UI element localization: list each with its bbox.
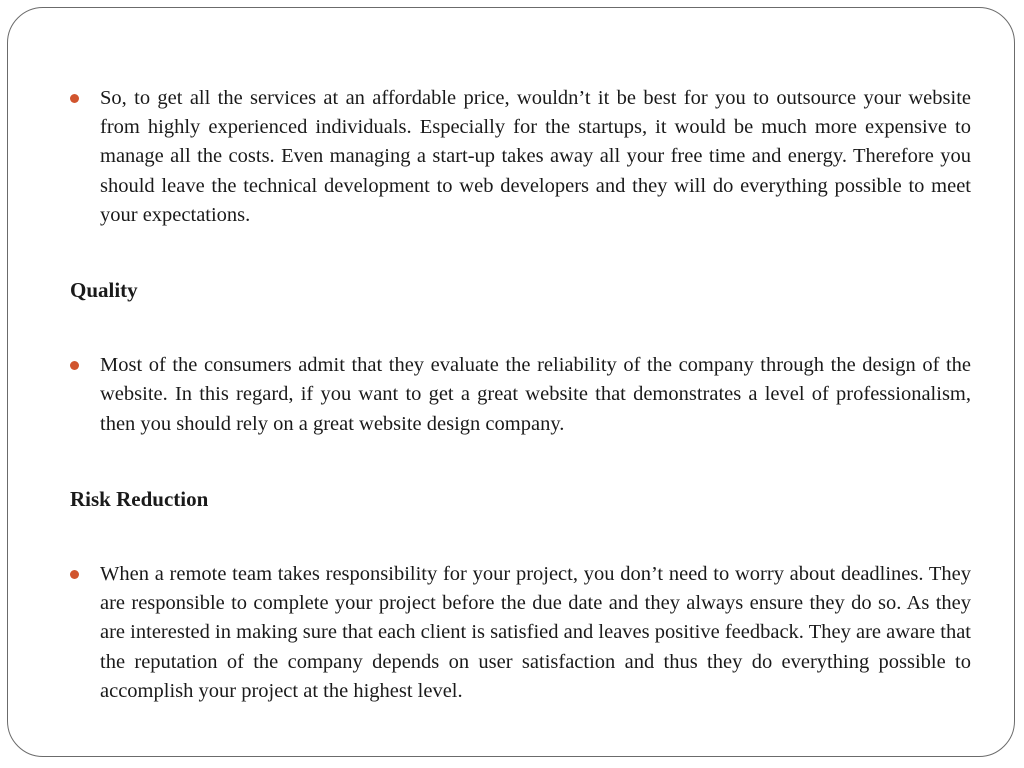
bullet-dot-icon xyxy=(70,570,79,579)
bullet-paragraph-outsourcing xyxy=(70,84,971,230)
section-heading-quality: Quality xyxy=(70,278,138,303)
bullet-paragraph-risk-reduction xyxy=(70,560,971,706)
section-heading-risk-reduction: Risk Reduction xyxy=(70,486,209,511)
bullet-dot-icon xyxy=(70,94,79,103)
bullet-text: Most of the consumers admit that they evaluate the reliability of the company through the design of the website. In this regard, if you want to get a great website that demonstrates a level of professionalism, then you should rely on a great website design company. xyxy=(100,354,971,435)
bullet-paragraph-quality xyxy=(70,351,971,439)
slide-content xyxy=(70,84,971,706)
bullet-text: When a remote team takes responsibility for your project, you don’t need to worry about deadlines. They are responsible to complete your project before the due date and they always ensure they do so. As they are interested in making sure that each client is satisfied and leaves positive feedback. They are aware that the reputation of the company depends on user satisfaction and thus they do everything possible to accomplish your project at the highest level. xyxy=(100,563,971,702)
bullet-text: So, to get all the services at an affordable price, wouldn’t it be best for you to outsource your website from highly experienced individuals. Especially for the startups, it would be much more expensive to manage all the costs. Even managing a start-up takes away all your free time and energy. Therefore you should leave the technical development to web developers and they will do everything possible to meet your expectations. xyxy=(100,87,971,226)
slide-frame xyxy=(7,7,1015,757)
bullet-dot-icon xyxy=(70,361,79,370)
